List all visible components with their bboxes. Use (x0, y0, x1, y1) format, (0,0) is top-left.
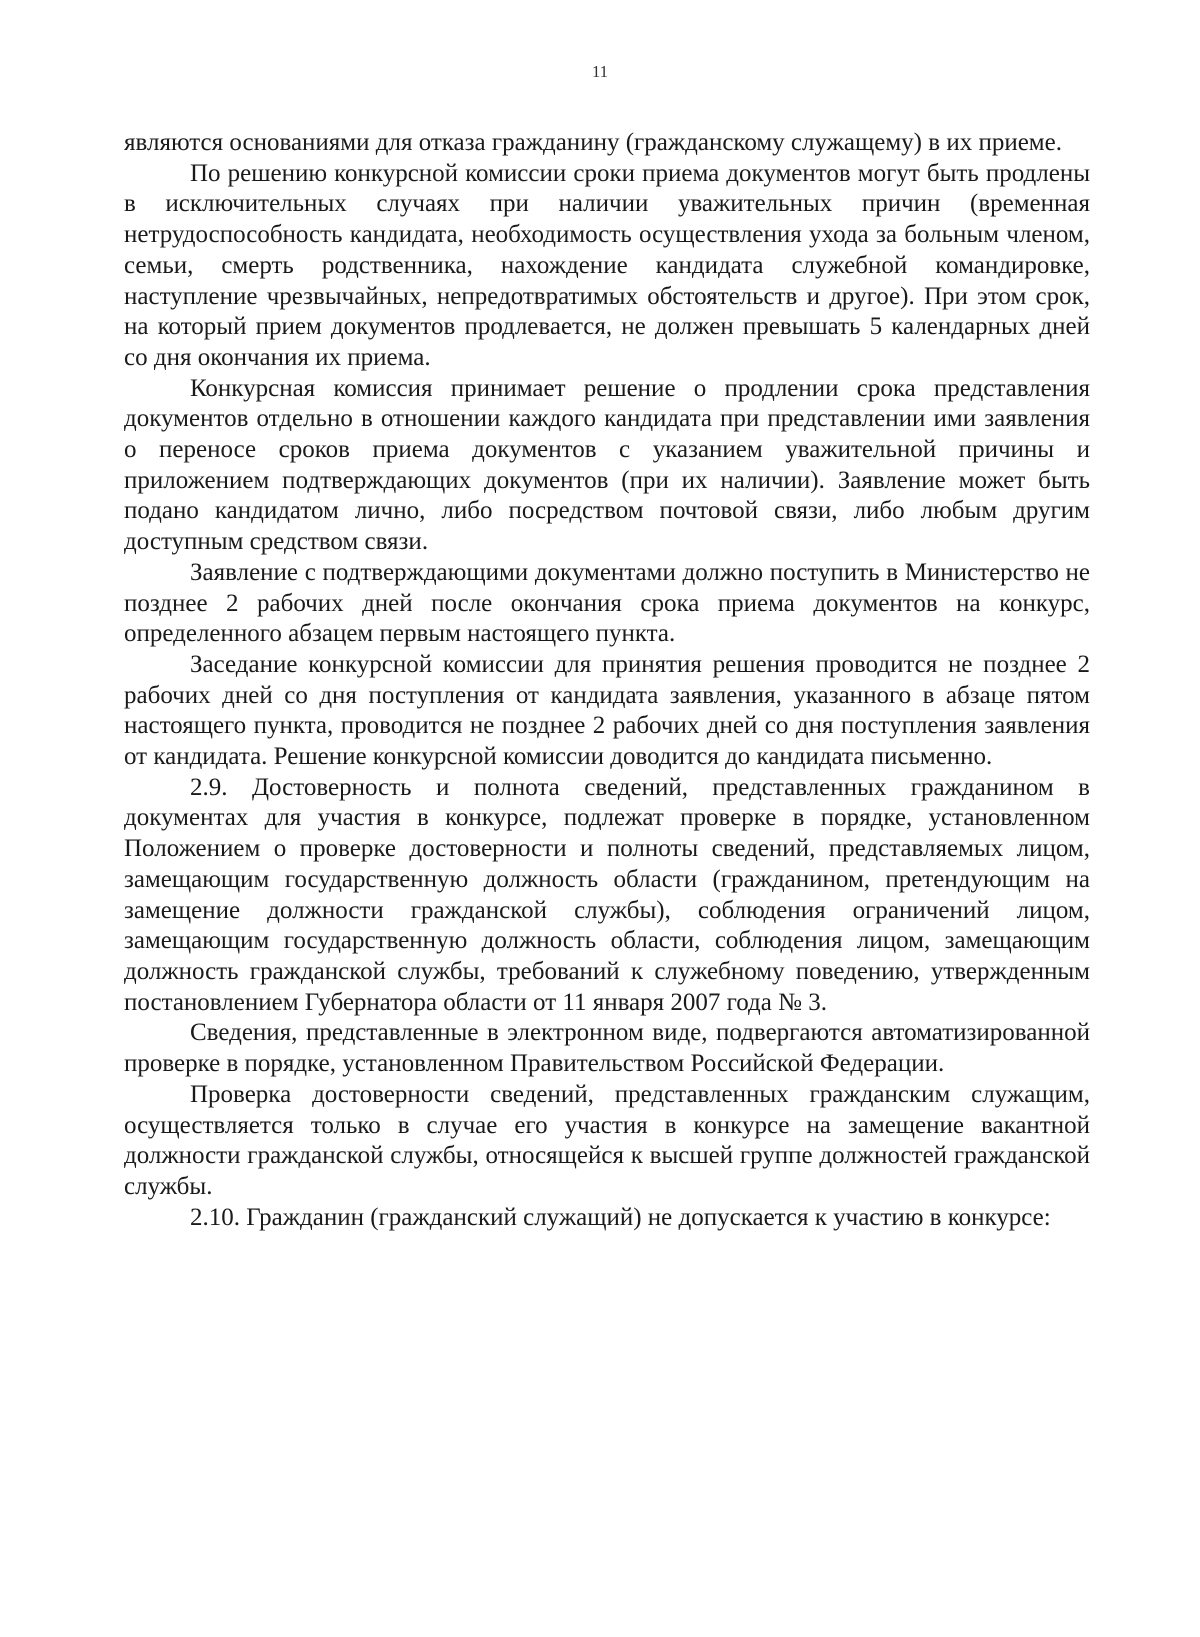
document-body (124, 128, 1090, 1233)
paragraph-application-submission: Заявление с подтверждающими документами должно поступить в Министерство не позднее 2 рабочих дней после окончания срока приема документов на конкурс, определенного абзацем первым настоящего пункта. (124, 558, 1090, 648)
paragraph-commission-decision: Конкурсная комиссия принимает решение о продлении срока представления документов отдельно в отношении каждого кандидата при представлении ими заявления о переносе сроков приема документов с указанием уважительной причины и приложением подтверждающих документов (при их наличии). Заявление может быть подано кандидатом лично, либо посредством почтовой связи, либо любым другим доступным средством связи. (124, 374, 1090, 556)
paragraph-commission-meeting: Заседание конкурсной комиссии для принятия решения проводится не позднее 2 рабочих дней со дня поступления от кандидата заявления, указанного в абзаце пятом настоящего пункта, проводится не позднее 2 рабочих дней со дня поступления заявления от кандидата. Решение конкурсной комиссии доводится до кандидата письменно. (124, 650, 1090, 771)
paragraph-continuation: являются основаниями для отказа гражданину (гражданскому служащему) в их приеме. (124, 129, 1062, 156)
paragraph-civil-servant-check: Проверка достоверности сведений, представленных гражданским служащим, осуществляется только в случае его участия в конкурсе на замещение вакантной должности гражданской службы, относящейся к высшей группе должностей гражданской службы. (124, 1080, 1090, 1200)
paragraph-2-10-not-admitted: 2.10. Гражданин (гражданский служащий) не допускается к участию в конкурсе: (190, 1203, 1051, 1231)
paragraph-2-9-verification: 2.9. Достоверность и полнота сведений, представленных гражданином в документах для участия в конкурсе, подлежат проверке в порядке, установленном Положением о проверке достоверности и полноты сведений, представляемых лицом, замещающим государственную должность области (гражданином, претендующим на замещение должности гражданской службы), соблюдения ограничений лицом, замещающим государственную должность области, соблюдения лицом, замещающим должность гражданской службы, требований к служебному поведению, утвержденным постановлением Губернатора области от 11 января 2007 года № 3. (124, 773, 1090, 1016)
paragraph-electronic-check: Сведения, представленные в электронном виде, подвергаются автоматизированной проверке в порядке, установленном Правительством Российской Федерации. (124, 1019, 1090, 1078)
page-number: 11 (591, 62, 609, 81)
paragraph-deadline-extension: По решению конкурсной комиссии сроки приема документов могут быть продлены в исключительных случаях при наличии уважительных причин (временная нетрудоспособность кандидата, необходимость осуществления ухода за больным членом, семьи, смерть родственника, нахождение кандидата служебной командировке, наступление чрезвычайных, непредотвратимых обстоятельств и другое). При этом срок, на который прием документов продлевается, не должен превышать 5 календарных дней со дня окончания их приема. (124, 159, 1090, 371)
